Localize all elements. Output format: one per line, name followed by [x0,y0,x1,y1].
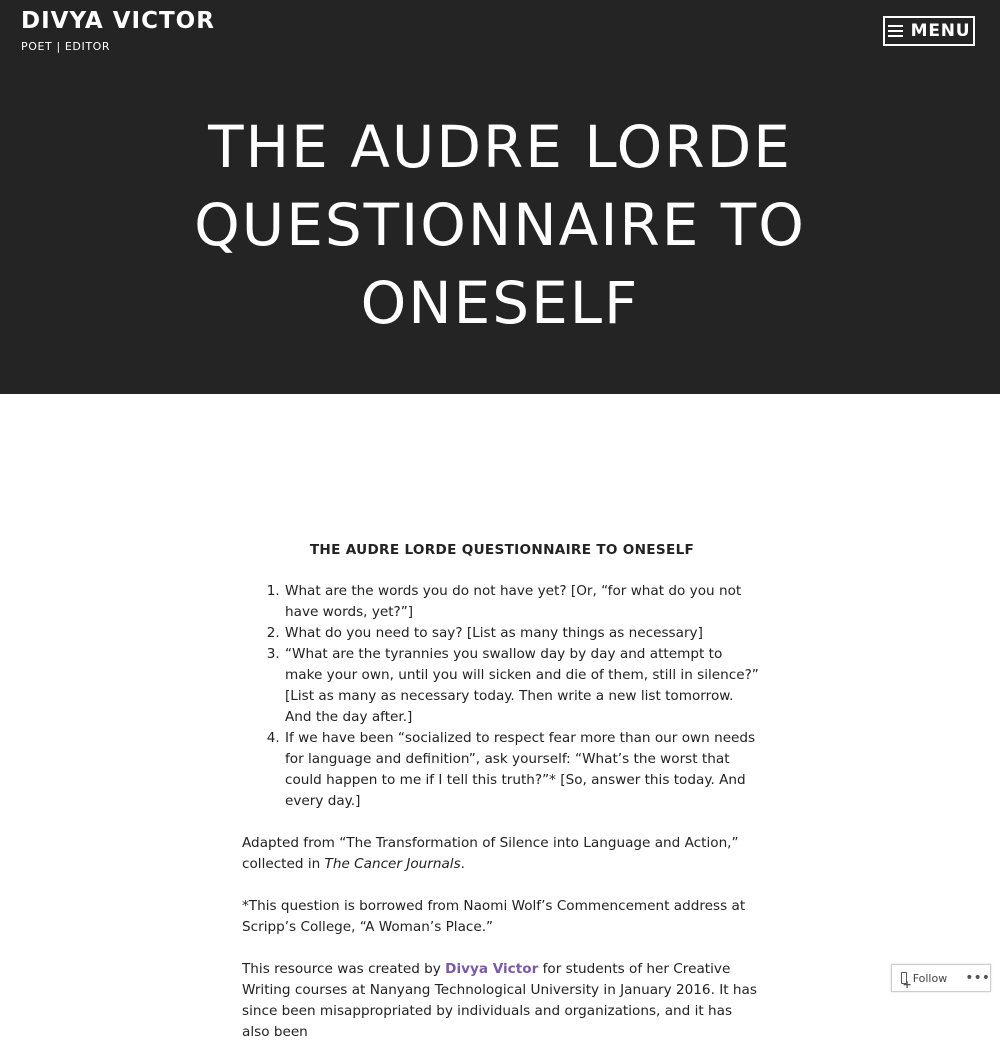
resource-note-text: This resource was created by [242,961,446,977]
resource-note [242,959,762,1043]
site-title[interactable]: DIVYA VICTOR [21,8,215,34]
menu-label: MENU [910,21,971,41]
follow-label: Follow [912,971,948,985]
list-item: 3. “What are the tyrannies you swallow day by day and attempt to make your own, until you will sicken and die of them, still in silence?” [List as many as necessary today. Then write a new list tomorrow. And the day after.] [284,644,762,728]
book-title: The Cancer Journals [324,856,461,872]
list-item: 1. What are the words you do not have yet? [Or, “for what do you not have words, yet?”] [284,581,762,623]
source-note [242,833,762,875]
menu-button[interactable] [883,16,975,46]
resource-note-rest: for students of her Creative Writing courses at Nanyang Technological University in January 2016. It has since been misappropriated by individuals and organizations, and it has also been [242,961,757,1040]
list-item: 4. If we have been “socialized to respect fear more than our own needs for language and definition”, ask yourself: “What’s the worst that could happen to me if I tell this truth?”* [So, answer this today. And every day.] [284,728,762,812]
site-tagline: POET | EDITOR [21,40,111,53]
list-item: 2. What do you need to say? [List as many things as necessary] [284,623,762,644]
footnote: *This question is borrowed from Naomi Wolf’s Commencement address at Scripp’s College, “A Woman’s Place.” [242,898,746,935]
follow-icon [901,972,907,984]
page-title: THE AUDRE LORDE QUESTIONNAIRE TO ONESELF [194,113,806,337]
author-link[interactable]: Divya Victor [445,961,539,977]
source-note-end: . [460,856,465,872]
questionnaire-list [242,581,762,812]
hamburger-icon [888,25,903,37]
site-header [0,0,1000,394]
follow-button[interactable] [891,964,991,992]
article-content [242,540,762,1064]
more-options-icon[interactable]: ••• [965,970,990,986]
source-note-text: Adapted from “The Transformation of Silence into Language and Action,” collected in [242,835,739,872]
content-heading: THE AUDRE LORDE QUESTIONNAIRE TO ONESELF [309,542,695,558]
